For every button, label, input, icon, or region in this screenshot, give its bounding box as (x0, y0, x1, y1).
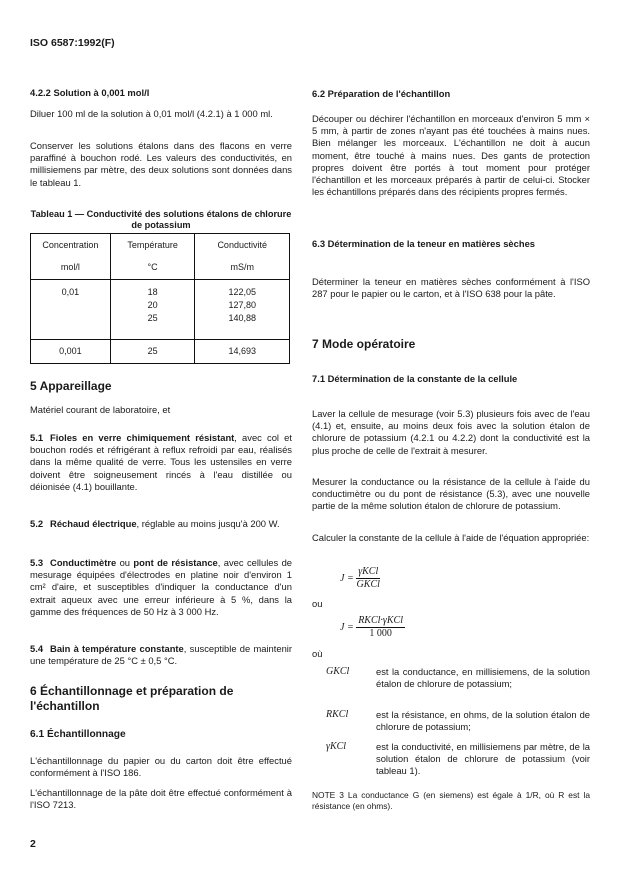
section-7-heading: 7 Mode opératoire (312, 337, 416, 351)
table-1-caption: Tableau 1 — Conductivité des solutions étalons de chlorure de potassium (30, 209, 292, 230)
section-4-2-2-paragraph-2: Conserver les solutions étalons dans des flacons en verre paraffiné à bouchon rodé. Les valeurs des conductivités, en millisiemens par mètre, des deux solutions sont données dans le tableau 1. (30, 140, 292, 188)
table-cell-temperature: 25 (147, 313, 158, 323)
page-number: 2 (30, 838, 36, 850)
section-6-1-heading: 6.1 Échantillonnage (30, 729, 126, 740)
equation-1: J = $\frac{\text{γKCl}}{\text{GKCl}}$ (340, 566, 380, 590)
table-header-concentration: Concentration (31, 234, 111, 256)
section-7-1-paragraph-3: Calculer la constante de la cellule à l'aide de l'équation appropriée: (312, 532, 590, 543)
table-unit-concentration: mol/l (31, 256, 111, 280)
table-cell-concentration: 0,01 (31, 280, 111, 340)
section-7-1-paragraph-1: Laver la cellule de mesurage (voir 5.3) plusieurs fois avec de l'eau (4.1) et, ensuite, au moins deux fois avec la solution étalon de chlorure de potassium (4.2.1 ou 4.2.2) dont la conductivité est la plus proche de celle de l'extrait à mesurer. (312, 408, 590, 456)
table-cell-temperature: 18 (147, 287, 158, 297)
section-5-intro: Matériel courant de laboratoire, et (30, 404, 171, 415)
section-6-2-heading: 6.2 Préparation de l'échantillon (312, 88, 451, 99)
section-5-heading: 5 Appareillage (30, 379, 112, 393)
section-6-3-heading: 6.3 Détermination de la teneur en matières sèches (312, 238, 536, 249)
item-5-2: 5.2 Réchaud électrique, réglable au moins jusqu'à 200 W. (30, 518, 280, 529)
section-7-1-heading: 7.1 Détermination de la constante de la cellule (312, 373, 518, 384)
section-6-1-paragraph-1: L'échantillonnage du papier ou du carton doit être effectué conformément à l'ISO 186. (30, 755, 292, 779)
table-cell-temperature: 25 (110, 340, 195, 364)
table-cell-conductivity: 140,88 (228, 313, 256, 323)
table-unit-conductivity: mS/m (195, 256, 290, 280)
symbol-definitions: GKCl est la conductance, en millisiemens, de la solution étalon de chlorure de potassium; RKCl est la résistance, en ohms, de la solution étalon de chlorure de potassium; γKCl est la conductivité, en millisiemens par mètre, de la solution étalon de chlorure de potassium (voir tableau 1). (326, 666, 590, 777)
note-3: NOTE 3 La conductance G (en siemens) est égale à 1/R, où R est la résistance (en ohms). (312, 790, 590, 811)
or-text-1: ou (312, 598, 323, 609)
table-cell-conductivity: 14,693 (195, 340, 290, 364)
section-4-2-2-paragraph-1: Diluer 100 ml de la solution à 0,01 mol/l (4.2.1) à 1 000 ml. (30, 108, 273, 119)
table-cell-conductivity: 127,80 (228, 300, 256, 310)
table-cell-temperatures (110, 280, 195, 340)
section-6-heading: 6 Échantillonnage et préparation de l'échantillon (30, 684, 234, 713)
table-cell-concentration: 0,001 (31, 340, 111, 364)
item-5-3: 5.3 Conductimètre ou pont de résistance, avec cellules de mesurage équipées d'électrodes en platine noir d'environ 1 cm² d'aire, et susceptibles d'indiquer la conductance d'un extrait aqueux avec une erreur inférieure à 5 %, dans la gamme des fréquences de 50 Hz à 3 000 Hz. (30, 557, 293, 617)
table-cell-conductivity: 122,05 (228, 287, 256, 297)
section-6-2-paragraph: Découper ou déchirer l'échantillon en morceaux d'environ 5 mm × 5 mm, à partir de zones n'ayant pas été touchées à mains nues. Bien mélanger les morceaux. L'échantillon ne doit à aucun moment, être touché à mains nues. Des gants de protection propres doivent être portés à tout moment pour protéger l'échantillon et les morceaux préparés à partir de celui-ci. Stocker les échantillons préparés dans des récipients propres fermés. (312, 113, 590, 198)
table-header-temperature: Température (110, 234, 195, 256)
table-1 (30, 233, 290, 364)
section-4-2-2-heading: 4.2.2 Solution à 0,001 mol/l (30, 87, 150, 98)
section-6-3-paragraph: Déterminer la teneur en matières sèches conformément à l'ISO 287 pour le papier ou le carton, et à l'ISO 638 pour la pâte. (312, 276, 590, 300)
where-text: où (312, 648, 323, 659)
section-7-1-paragraph-2: Mesurer la conductance ou la résistance de la cellule à l'aide du conductimètre ou du pont de résistance (5.3), avec une nouvelle partie de la même solution étalon de chlorure de potassium. (312, 476, 590, 512)
table-unit-temperature: °C (110, 256, 195, 280)
equation-2: J = $\frac{\text{RKCl·γKCl}}{1 000}$ (340, 615, 403, 639)
table-cell-conductivities (195, 280, 290, 340)
document-code: ISO 6587:1992(F) (30, 37, 115, 49)
table-header-conductivity: Conductivité (195, 234, 290, 256)
table-cell-temperature: 20 (147, 300, 158, 310)
section-6-1-paragraph-2: L'échantillonnage de la pâte doit être effectué conformément à l'ISO 7213. (30, 787, 292, 811)
item-5-4: 5.4 Bain à température constante, susceptible de maintenir une température de 25 °C ± 0,5 °C. (30, 643, 293, 667)
item-5-1: 5.1 Fioles en verre chimiquement résistant, avec col et bouchon rodés et réfrigérant à reflux refroidi par eau, réalisés dans la même qualité de verre. Tous les ustensiles en verre doivent être soigneusement rincés à l'eau distillée ou déionisée (4.1) bouillante. (30, 432, 292, 492)
